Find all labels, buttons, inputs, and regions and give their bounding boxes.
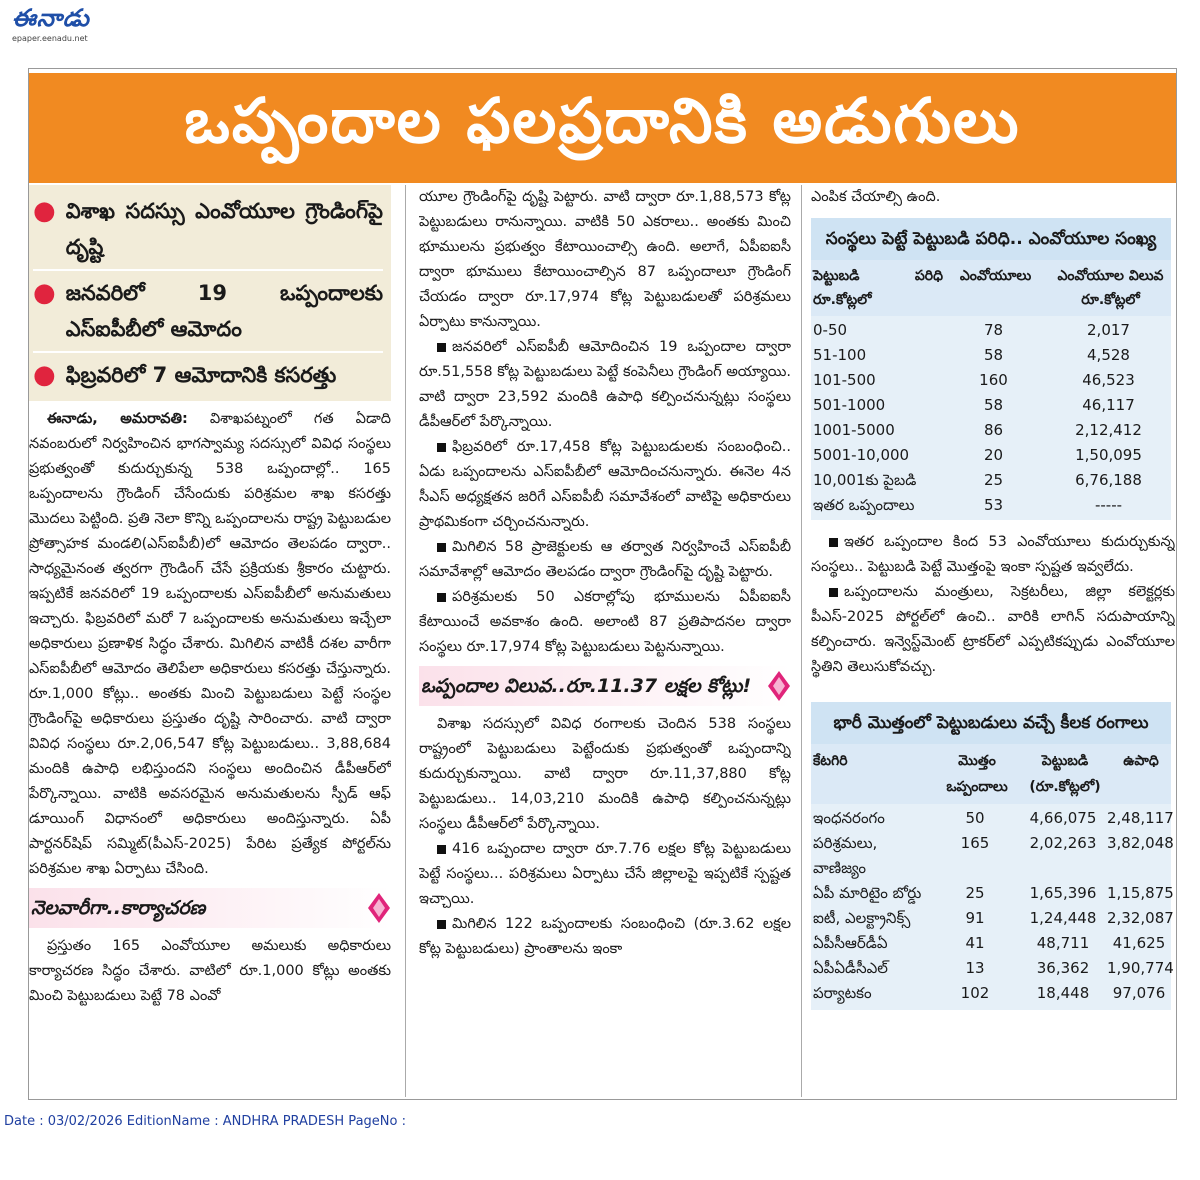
table-cell: 4,66,075 (1029, 809, 1097, 827)
table-cell: 501-1000 (813, 396, 886, 414)
table-cell: 102 (960, 984, 990, 1002)
table-cell: పర్యాటకం (813, 984, 872, 1002)
table-cell: పరిశ్రమలు, వాణిజ్యం (813, 834, 878, 877)
table-cell: 160 (979, 371, 1008, 389)
paragraph (419, 912, 791, 962)
paragraph (419, 837, 791, 912)
table-cell: 46,523 (1082, 371, 1135, 389)
column-divider (405, 185, 406, 1097)
paragraph: యూల గ్రౌండింగ్‌పై దృష్టి పెట్టారు. వాటి ద్వారా రూ.1,88,573 కోట్ల పెట్టుబడులు రానున్నాయి. వాటికి 50 ఎకరాలు.. అంతకు మించి భూములను ప్రభుత్వం కేటాయించాల్సి ఉంది. అలాగే, ఏపీఐఐసీ ద్వారా భూములు కేటాయించాల్సిన 87 ఒప్పందాలూ గ్రౌండింగ్ చేయడం ద్వారా రూ.17,974 కోట్ల పెట్టుబడులతో పరిశ్రమలు ఏర్పాటు కానున్నాయి. (419, 189, 791, 330)
article-page (28, 68, 1177, 1100)
table-cell: 1,50,095 (1075, 446, 1142, 464)
paragraph-text: మిగిలిన 122 ఒప్పందాలకు సంబంధించి (రూ.3.62 లక్షల కోట్ల పెట్టుబడులు) ప్రాంతాలను ఇంకా (419, 916, 791, 957)
column-header: పెట్టుబడి పరిధి రూ.కోట్లలో (813, 268, 943, 308)
edition-footer: Date : 03/02/2026 EditionName : ANDHRA PRADESH PageNo : (4, 1114, 406, 1129)
table-cell: 1,90,774 (1107, 959, 1174, 977)
table-cell: 2,48,117 (1107, 809, 1174, 827)
table-row (811, 393, 1171, 418)
table-row (811, 831, 1174, 881)
table-cell: ఐటీ, ఎలక్ట్రానిక్స్ (813, 909, 911, 927)
bullet-icon: ● (33, 278, 56, 308)
column-2 (419, 185, 791, 1097)
square-bullet-icon (437, 443, 446, 452)
table-cell: 86 (983, 421, 1004, 439)
table-cell: 1001-5000 (813, 421, 895, 439)
table-cell: 36,362 (1036, 959, 1090, 977)
table-cell: 78 (983, 321, 1004, 339)
subheading (419, 666, 791, 706)
table-cell: 2,12,412 (1075, 421, 1142, 439)
paragraph-text: పరిశ్రమలకు 50 ఎకరాల్లోపు భూములను ఏపీఐఐసీ కేటాయించే అవకాశం ఉంది. అలాంటి 87 ప్రతిపాదనల ద్వారా సంస్థలు రూ.17,974 కోట్ల పెట్టుబడులు పెట్టనున్నాయి. (419, 589, 791, 655)
column-3 (811, 185, 1175, 1097)
column-header: ఎంవోయూలు (959, 268, 1032, 284)
table-cell: 1,24,448 (1029, 909, 1097, 927)
subheading-text: నెలవారీగా..కార్యాచరణ (31, 896, 206, 919)
highlight-text: ఫిబ్రవరిలో 7 ఆమోదానికి కసరత్తు (65, 363, 337, 387)
paragraph: ఎంపిక చేయాల్సి ఉంది. (811, 189, 941, 205)
square-bullet-icon (437, 920, 446, 929)
paragraph (811, 580, 1175, 680)
highlights-box (29, 185, 391, 401)
table-cell: 18,448 (1036, 984, 1090, 1002)
bullet-icon: ● (33, 360, 56, 390)
column-header: కేటగిరి (813, 753, 848, 769)
subheading (29, 888, 391, 928)
lead-paragraph (29, 407, 391, 882)
table-cell: 2,32,087 (1107, 909, 1174, 927)
table-cell: 1,65,396 (1029, 884, 1097, 902)
highlight-item (33, 189, 383, 271)
table-row (811, 418, 1171, 443)
table-cell: 0-50 (813, 321, 848, 339)
column-header: ఉపాధి (1123, 753, 1159, 769)
table-cell: 91 (965, 909, 985, 927)
table-cell: 25 (965, 884, 985, 902)
key-sectors-table (811, 702, 1174, 1010)
paragraph (419, 535, 791, 585)
table-cell: 3,82,048 (1107, 834, 1174, 852)
paragraph-text: ఒప్పందాలను మంత్రులు, సెక్రటరీలు, జిల్లా కలెక్టర్లకు పీఎస్-2025 పోర్టల్‌లో ఉంచి.. వారికి లాగిన్ సదుపాయాన్ని కల్పించారు. ఇన్వెస్ట్‌మెంట్ ట్రాకర్‌లో ఎప్పటికప్పుడు ఎంవోయూల స్థితిని తెలుసుకోవచ్చు. (811, 584, 1175, 675)
paragraph: విశాఖ సదస్సులో వివిధ రంగాలకు చెందిన 538 సంస్థలు రాష్ట్రంలో పెట్టుబడులు పెట్టేందుకు ప్రభుత్వంతో ఒప్పందాన్ని కుదుర్చుకున్నాయి. వాటి ద్వారా రూ.11,37,880 కోట్ల పెట్టుబడులు.. 14,03,210 మందికి ఉపాధి కల్పించనున్నట్లు సంస్థలు డీపీఆర్‌లో పేర్కొన్నాయి. (419, 716, 791, 832)
table-row (811, 468, 1171, 493)
table-cell: 165 (960, 834, 990, 852)
table-cell: 2,02,263 (1029, 834, 1097, 852)
table-cell: ఏపీఏడీసీఎల్ (813, 959, 888, 977)
paragraph-text: మిగిలిన 58 ప్రాజెక్టులకు ఆ తర్వాత నిర్వహించే ఎస్ఐపీబీ సమావేశాల్లో ఆమోదం తెలపడం ద్వారా గ్రౌండింగ్‌పై దృష్టి పెట్టారు. (419, 539, 791, 580)
table-row (811, 931, 1171, 956)
paragraph (419, 585, 791, 660)
diamond-marker-icon (367, 892, 391, 924)
square-bullet-icon (437, 593, 446, 602)
paragraph: ప్రస్తుతం 165 ఎంవోయూల అమలుకు అధికారులు కార్యాచరణ సిద్ధం చేశారు. వాటిలో రూ.1,000 కోట్లు అంతకు మించి పెట్టుబడులు పెట్టే 78 ఎంవో (29, 938, 391, 1004)
table-cell: ఏపీసీఆర్‌డీఏ (813, 934, 888, 952)
subheading-text: ఒప్పందాల విలువ..రూ.11.37 లక్షల కోట్లు! (421, 674, 752, 697)
table-cell: 5001-10,000 (813, 446, 910, 464)
table-body (811, 804, 1174, 1010)
table-cell: 2,017 (1087, 321, 1130, 339)
table-cell: ఏపీ మారిటైం బోర్డు (813, 884, 922, 902)
table-cell: 50 (965, 809, 985, 827)
table-cell: 51-100 (813, 346, 867, 364)
highlight-item (33, 271, 383, 353)
table-row (811, 368, 1171, 393)
paragraph (811, 530, 1175, 580)
column-1 (29, 185, 391, 1097)
table-cell: 25 (983, 471, 1004, 489)
column-header: పెట్టుబడి (రూ.కోట్లలో) (1029, 753, 1101, 795)
paragraph-text: ఫిబ్రవరిలో రూ.17,458 కోట్ల పెట్టుబడులకు సంబంధించి.. ఏడు ఒప్పందాలను ఎస్ఐపీబీలో ఆమోదించనున్నారు. ఈనెల 4న సీఎస్ అధ్యక్షతన జరిగే ఎస్ఐపీబీ సమావేశంలో వాటిపై అధికారులు ప్రాథమికంగా చర్చించనున్నారు. (419, 439, 791, 530)
column-divider (801, 185, 802, 1097)
square-bullet-icon (829, 588, 838, 597)
table-body (811, 316, 1171, 520)
paragraph-text: విశాఖపట్నంలో గత ఏడాది నవంబరులో నిర్వహించిన భాగస్వామ్య సదస్సులో వివిధ సంస్థలు ప్రభుత్వంతో కుదుర్చుకున్న 538 ఒప్పందాల్లో.. 165 ఒప్పందాలను గ్రౌండింగ్ చేసేందుకు పరిశ్రమల శాఖ కసరత్తు మొదలు పెట్టింది. ప్రతి నెలా కొన్ని ఒప్పందాలను రాష్ట్ర పెట్టుబడుల ప్రోత్సాహక మండలి(ఎస్ఐపీబీ)లో ఆమోదం తెలపడం ద్వారా.. సాధ్యమైనంత త్వరగా గ్రౌండింగ్ చేసే ప్రక్రియకు శ్రీకారం చుట్టారు. ఇప్పటికే జనవరిలో 19 ఒప్పందాలకు ఎస్ఐపీబీలో అనుమతులు ఇచ్చారు. ఫిబ్రవరిలో మరో 7 ఒప్పందాలకు అనుమతులు ఇచ్చేలా అధికారులు ప్రణాళిక సిద్ధం చేశారు. మిగిలిన వాటికీ దశల వారీగా ఎస్ఐపీబీలో ఆమోదం తెలిపేలా అధికారులు కసరత్తు చేస్తున్నారు. రూ.1,000 కోట్లు.. అంతకు మించి పెట్టుబడులు పెట్టే సంస్థల గ్రౌండింగ్‌పై అధికారులు ప్రస్తుతం దృష్టి సారించారు. వాటి ద్వారా వివిధ సంస్థలు రూ.2,06,547 కోట్ల పెట్టుబడులు.. 3,88,684 మందికి ఉపాధి లభిస్తుందని సంస్థలు అందించిన డీపీఆర్‌లో పేర్కొన్నాయి. వాటికి అవసరమైన అనుమతులను స్పీడ్ ఆఫ్ డూయింగ్ విధానంలో అధికారులు అందిస్తున్నారు. ఏపీ పార్టనర్‌షిప్ సమ్మిట్(పీఎస్-2025) పేరిట ప్రత్యేక పోర్టల్‌ను పరిశ్రమల శాఖ ఏర్పాటు చేసింది. (29, 411, 391, 877)
table-row (811, 343, 1171, 368)
eenadu-logo (12, 4, 122, 50)
table-cell: 46,117 (1082, 396, 1135, 414)
table-title: భారీ మొత్తంలో పెట్టుబడులు వచ్చే కీలక రంగాలు (811, 702, 1171, 744)
table-cell: 48,711 (1036, 934, 1090, 952)
paragraph (419, 335, 791, 435)
column-header: ఎంవోయూల విలువ రూ.కోట్లలో (1057, 268, 1164, 308)
paragraph-text: ఇతర ఒప్పందాల కింద 53 ఎంవోయూలు కుదుర్చుకున్న సంస్థలు.. పెట్టుబడి పెట్టే మొత్తంపై ఇంకా స్పష్టత ఇవ్వలేదు. (811, 534, 1175, 575)
table-row (811, 981, 1171, 1006)
table-row (811, 443, 1171, 468)
dateline: ఈనాడు, అమరావతి: (47, 411, 188, 427)
paragraph-text: జనవరిలో ఎస్ఐపీబీ ఆమోదించిన 19 ఒప్పందాల ద్వారా రూ.51,558 కోట్ల పెట్టుబడులు పెట్టే కంపెనీలు గ్రౌండింగ్ అయ్యాయి. వాటి ద్వారా 23,592 మందికి ఉపాధి కల్పించనున్నట్లు సంస్థలు డీపీఆర్‌లో పేర్కొన్నాయి. (419, 339, 791, 430)
table-cell: 6,76,188 (1075, 471, 1142, 489)
headline-banner (29, 73, 1176, 183)
square-bullet-icon (437, 845, 446, 854)
table-cell: ఇంధనరంగం (813, 809, 885, 827)
table-cell: 13 (965, 959, 985, 977)
bullet-icon: ● (33, 196, 56, 226)
table-cell: 4,528 (1087, 346, 1130, 364)
table-row (811, 881, 1174, 906)
column-header: మొత్తం ఒప్పందాలు (946, 753, 1008, 795)
square-bullet-icon (437, 343, 446, 352)
square-bullet-icon (437, 543, 446, 552)
table-cell: ----- (1094, 496, 1123, 514)
square-bullet-icon (829, 538, 838, 547)
table-cell: 20 (983, 446, 1004, 464)
table-cell: 53 (983, 496, 1004, 514)
table-title: సంస్థలు పెట్టే పెట్టుబడి పరిధి.. ఎంవోయూల సంఖ్య (811, 218, 1171, 260)
table-cell: 41,625 (1112, 934, 1166, 952)
table-cell: 58 (983, 346, 1004, 364)
table-cell: 58 (983, 396, 1004, 414)
highlight-text: విశాఖ సదస్సు ఎంవోయూల గ్రౌండింగ్‌పై దృష్టి (65, 199, 383, 259)
table-row (811, 318, 1171, 343)
paragraph-text: 416 ఒప్పందాల ద్వారా రూ.7.76 లక్షల కోట్ల పెట్టుబడులు పెట్టే సంస్థలు... పరిశ్రమలు ఏర్పాటు చేసే జిల్లాలపై ఇప్పటికే స్పష్టత ఇచ్చాయి. (419, 841, 791, 907)
table-cell: ఇతర ఒప్పందాలు (813, 496, 915, 514)
highlight-text: జనవరిలో 19 ఒప్పందాలకు ఎస్ఐపీబీలో ఆమోదం (65, 281, 383, 341)
table-row (811, 806, 1174, 831)
table-cell: 97,076 (1112, 984, 1166, 1002)
table-row (811, 493, 1171, 518)
highlight-item (33, 353, 383, 397)
table-row (811, 906, 1174, 931)
headline-text: ఒప్పందాల ఫలప్రదానికి అడుగులు (184, 84, 1021, 157)
table-cell: 1,15,875 (1107, 884, 1174, 902)
investment-range-table (811, 218, 1171, 520)
table-cell: 10,001కు పైబడి (813, 471, 917, 489)
table-cell: 41 (965, 934, 985, 952)
table-header (811, 260, 1171, 316)
logo-url: epaper.eenadu.net (12, 34, 88, 43)
table-row (811, 956, 1174, 981)
logo-name: ఈనాడు (12, 4, 90, 32)
diamond-marker-icon (767, 670, 791, 702)
table-header (811, 744, 1171, 804)
paragraph (419, 435, 791, 535)
table-cell: 101-500 (813, 371, 876, 389)
